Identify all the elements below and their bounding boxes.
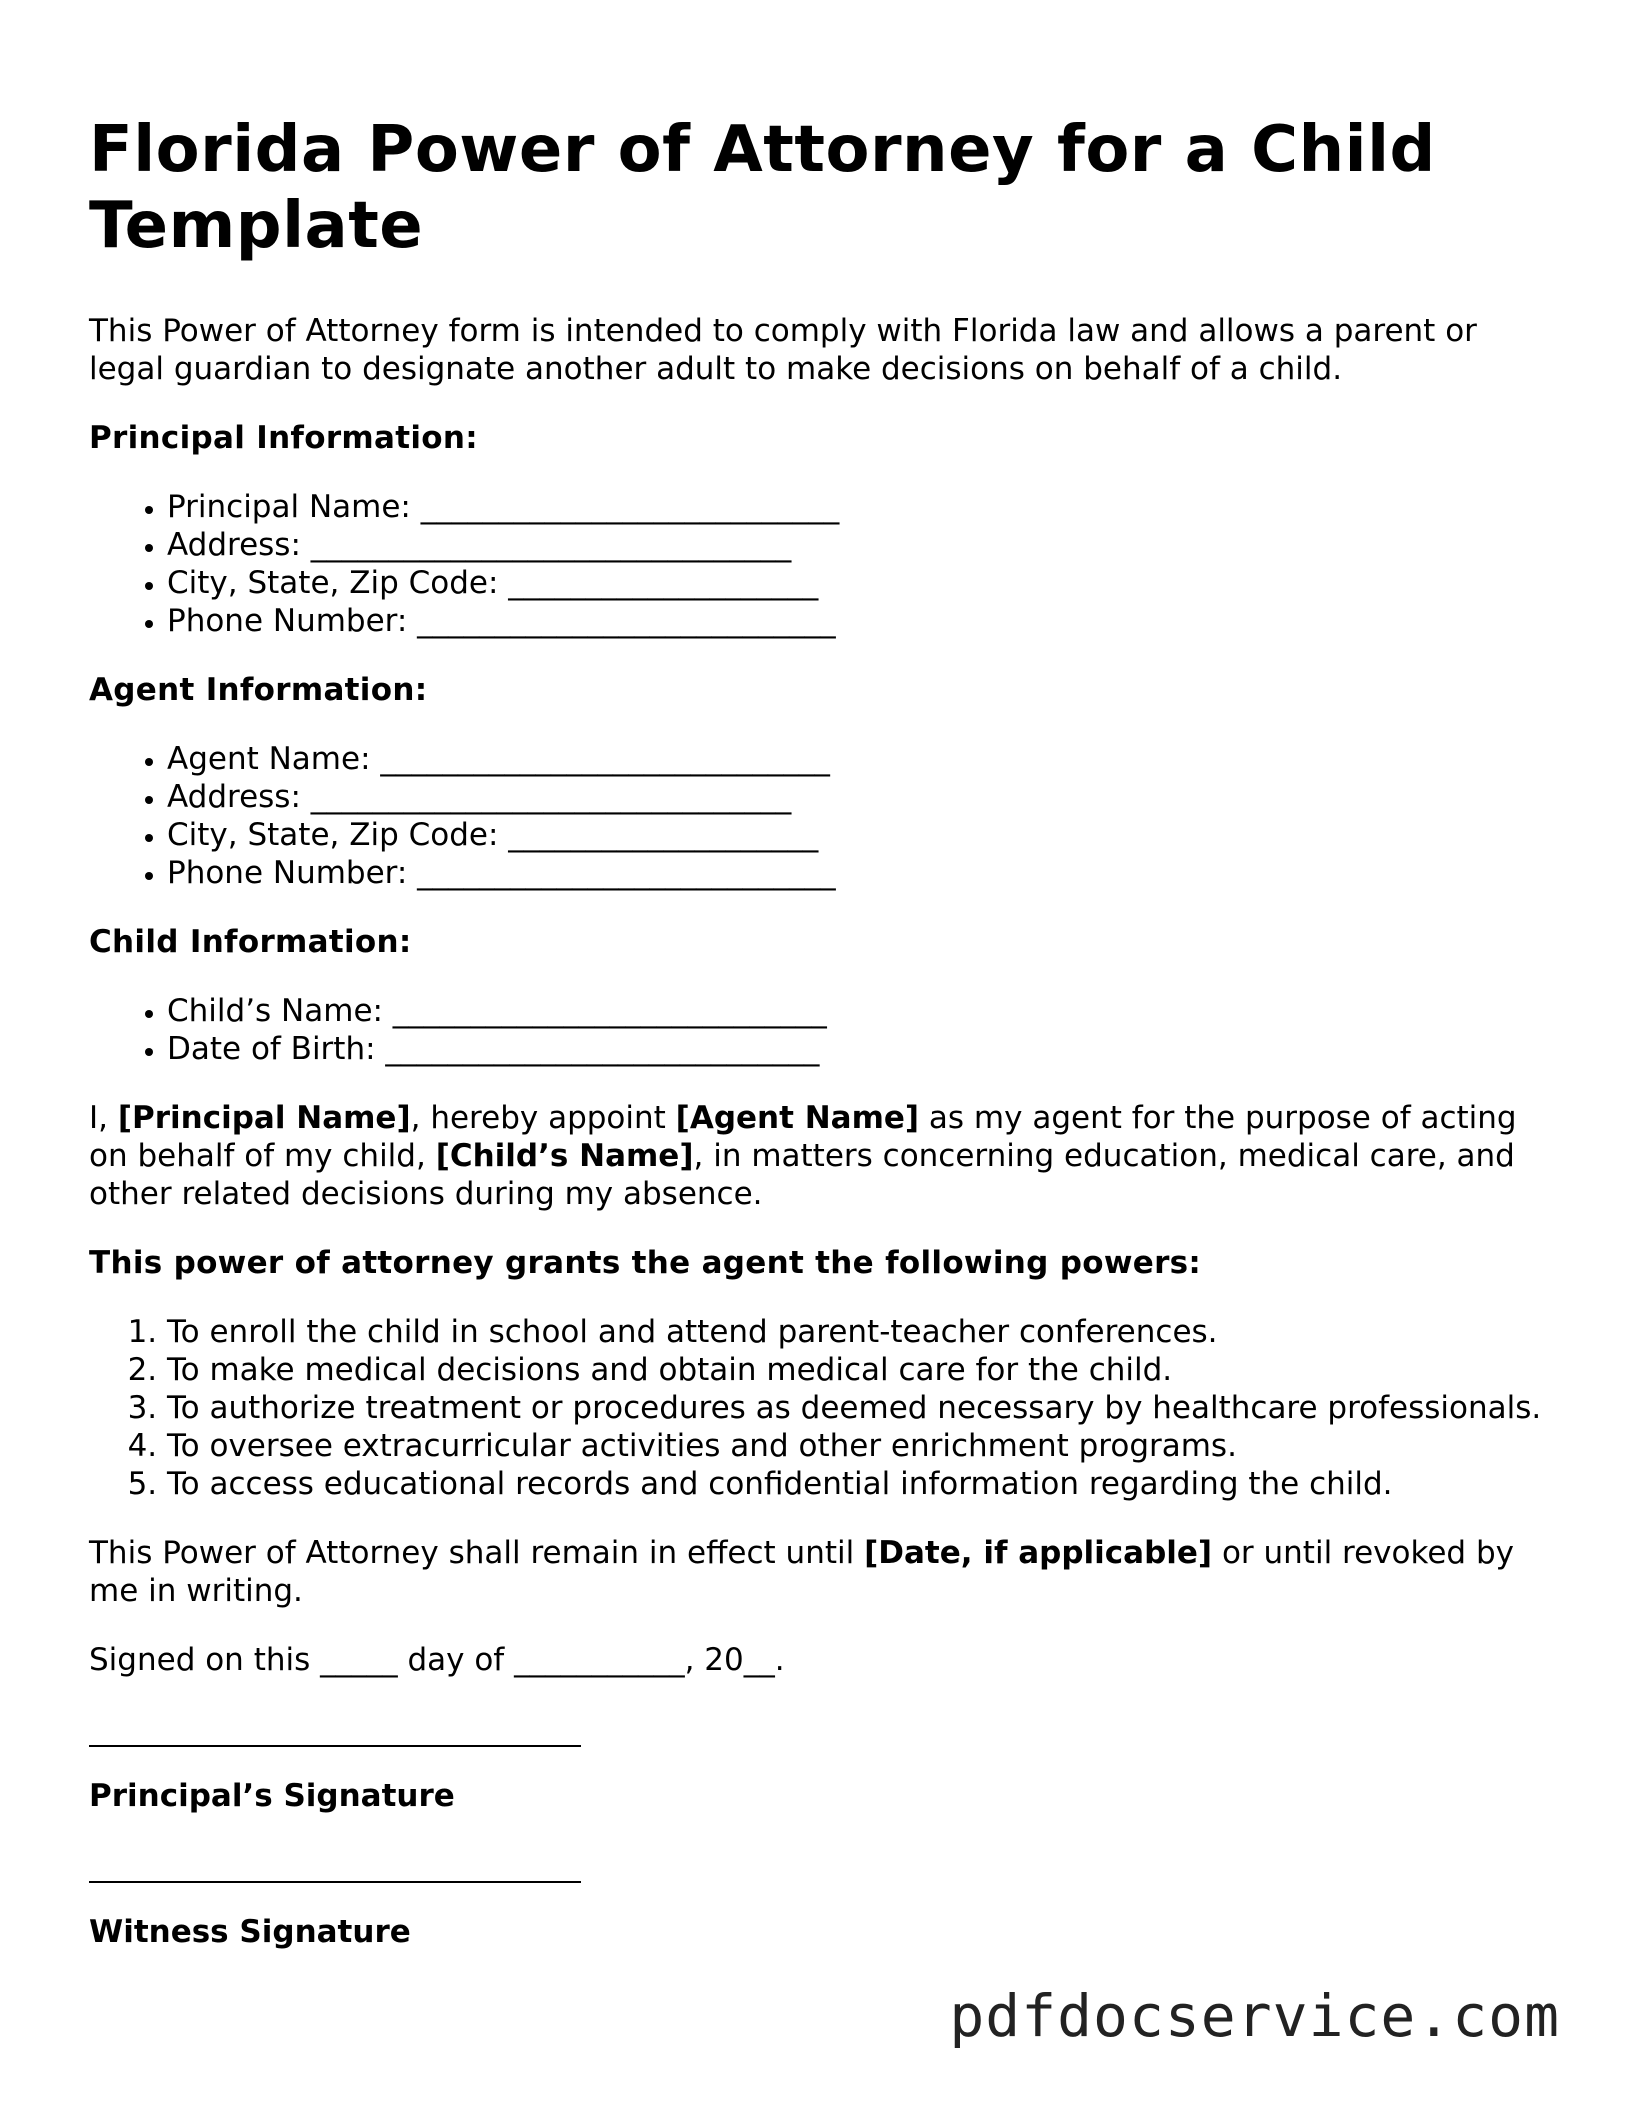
agent-name-placeholder: [Agent Name] <box>675 1100 920 1136</box>
statement-text-3: as my agent for the purpose of acting on behalf of my child, <box>89 1100 1517 1174</box>
statement-text-1: I, <box>89 1100 118 1136</box>
powers-heading: This power of attorney grants the agent the following powers: <box>89 1245 1202 1281</box>
agent-phone-field: • Phone Number: ___________________________ <box>167 854 1549 892</box>
powers-list <box>89 1313 1549 1503</box>
child-name-field: • Child’s Name: ____________________________ <box>167 992 1549 1030</box>
watermark: pdfdocservice.com <box>949 1982 1560 2050</box>
principal-heading: Principal Information: <box>89 420 478 456</box>
effect-text-2: or until revoked by me in writing. <box>89 1535 1514 1609</box>
child-dob-field: • Date of Birth: ____________________________ <box>167 1030 1549 1068</box>
principal-signature-line <box>89 1723 581 1747</box>
date-placeholder: [Date, if applicable] <box>864 1535 1213 1571</box>
agent-address-field: • Address: _______________________________ <box>167 778 1549 816</box>
principal-signature-label: Principal’s Signature <box>89 1778 455 1814</box>
power-item: 3. To authorize treatment or procedures as deemed necessary by healthcare professionals. <box>167 1389 1549 1427</box>
agent-city-field: • City, State, Zip Code: ____________________ <box>167 816 1549 854</box>
effect-statement <box>89 1534 1549 1610</box>
principal-phone-field: • Phone Number: ___________________________ <box>167 602 1549 640</box>
statement-text-2: , hereby appoint <box>410 1100 676 1136</box>
agent-heading: Agent Information: <box>89 672 428 708</box>
child-list <box>89 992 1549 1068</box>
power-item: 2. To make medical decisions and obtain medical care for the child. <box>167 1351 1549 1389</box>
power-item: 1. To enroll the child in school and attend parent-teacher conferences. <box>167 1313 1549 1351</box>
document-page <box>89 112 1549 1995</box>
principal-name-field: • Principal Name: ___________________________ <box>167 488 1549 526</box>
principal-address-field: • Address: _______________________________ <box>167 526 1549 564</box>
page-title: Florida Power of Attorney for a Child Template <box>89 113 1436 263</box>
statement-text-4: , in matters concerning education, medical care, and other related decisions during my absence. <box>89 1138 1515 1212</box>
principal-name-placeholder: [Principal Name] <box>117 1100 411 1136</box>
agent-list <box>89 740 1549 892</box>
signed-date-line: Signed on this _____ day of ___________, 20__. <box>89 1642 785 1678</box>
power-item: 5. To access educational records and confidential information regarding the child. <box>167 1465 1549 1503</box>
power-item: 4. To oversee extracurricular activities and other enrichment programs. <box>167 1427 1549 1465</box>
intro-paragraph: This Power of Attorney form is intended to comply with Florida law and allows a parent or legal guardian to designate another adult to make decisions on behalf of a child. <box>89 313 1477 387</box>
child-heading: Child Information: <box>89 924 412 960</box>
principal-list <box>89 488 1549 640</box>
principal-city-field: • City, State, Zip Code: ____________________ <box>167 564 1549 602</box>
child-name-placeholder: [Child’s Name] <box>435 1138 694 1174</box>
agent-name-field: • Agent Name: _____________________________ <box>167 740 1549 778</box>
witness-signature-label: Witness Signature <box>89 1914 411 1950</box>
appointment-statement <box>89 1099 1549 1213</box>
witness-signature-line <box>89 1859 581 1883</box>
effect-text-1: This Power of Attorney shall remain in effect until <box>89 1535 865 1571</box>
